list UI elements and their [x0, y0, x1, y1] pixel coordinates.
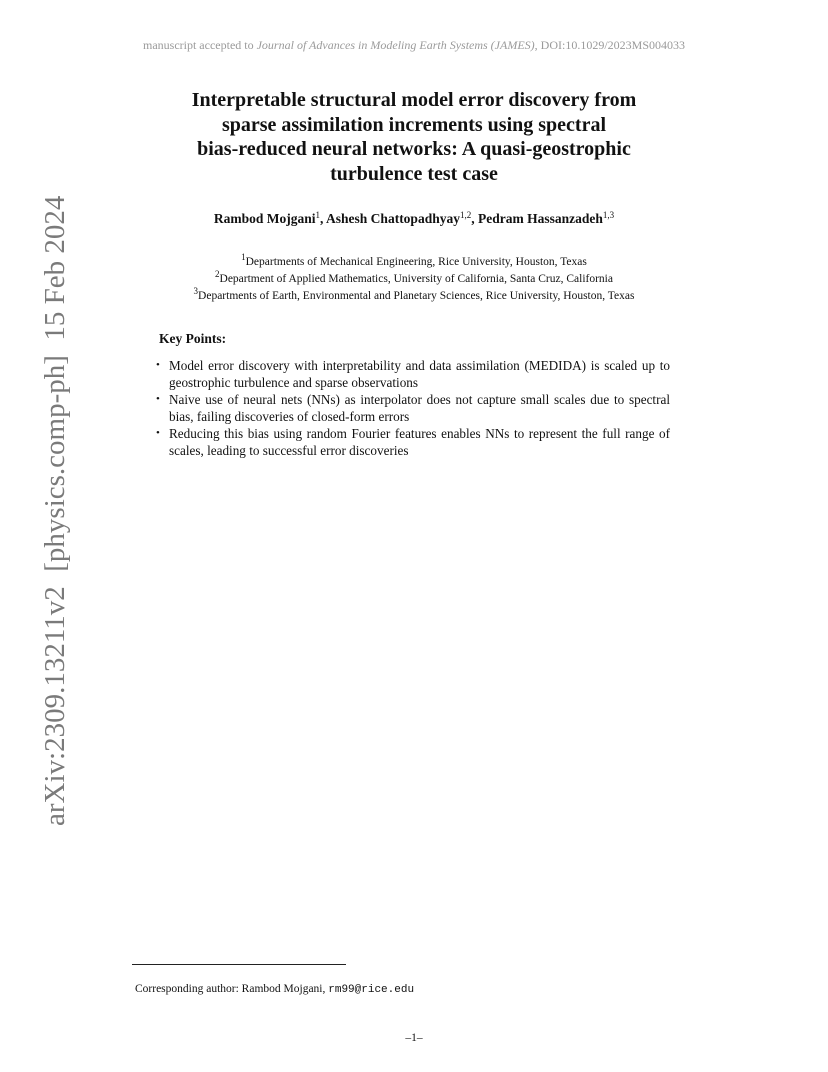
title-line: Interpretable structural model error discovery from [191, 89, 637, 111]
affiliation-mark: 1 [241, 252, 246, 262]
key-points-heading: Key Points: [159, 331, 227, 346]
affiliation [100, 268, 728, 285]
author-name: Ashesh Chattopadhyay [326, 211, 460, 226]
affiliations [100, 251, 728, 302]
affiliation-mark: 2 [215, 269, 220, 279]
affiliation-text: Department of Applied Mathematics, University of California, Santa Cruz, California [219, 273, 613, 285]
footnote-rule [132, 964, 346, 965]
arxiv-category: [physics.comp-ph] [39, 355, 71, 572]
title-line: bias-reduced neural networks: A quasi-geostrophic [197, 138, 631, 160]
affiliation [100, 251, 728, 268]
corresponding-author-footnote [135, 983, 414, 996]
key-points-list [154, 357, 670, 459]
author-affil-mark: 1,3 [602, 210, 615, 220]
arxiv-date: 15 Feb 2024 [39, 195, 71, 341]
journal-name: Journal of Advances in Modeling Earth Systems (JAMES) [256, 38, 535, 52]
author-affil-mark: 1 [315, 210, 321, 220]
arxiv-sidebar-stamp [35, 195, 75, 826]
affiliation-mark: 3 [193, 286, 199, 296]
author-email: rm99@rice.edu [328, 984, 415, 996]
affiliation-text: Departments of Mechanical Engineering, Rice University, Houston, Texas [245, 256, 587, 268]
title-line: sparse assimilation increments using spectral [221, 113, 607, 136]
key-point: • Model error discovery with interpretability and data assimilation (MEDIDA) is scaled up to geostrophic turbulence and sparse observations [154, 357, 670, 391]
footnote-label: Corresponding author: Rambod Mojgani, [135, 983, 329, 995]
arxiv-id: arXiv:2309.13211v2 [39, 586, 71, 826]
header-prefix: manuscript accepted to [142, 38, 257, 52]
author-name: Rambod Mojgani [213, 211, 316, 226]
author-list: Rambod Mojgani$^1$, Ashesh Chattopadhyay$^{1,2}$, Pedram Hassanzadeh$^{1,3}$ [213, 210, 615, 226]
author-affil-mark: 1,2 [459, 210, 472, 220]
title-line: turbulence test case [330, 162, 498, 185]
author-name: Pedram Hassanzadeh [477, 211, 603, 226]
key-point: • Reducing this bias using random Fourier features enables NNs to represent the full range of scales, leading to successful error discoveries [154, 425, 670, 459]
page-number: –1– [405, 1032, 423, 1044]
running-header [0, 38, 828, 53]
key-point: • Naive use of neural nets (NNs) as interpolator does not capture small scales due to spectral bias, failing discoveries of closed-form errors [154, 391, 670, 425]
paper-title [120, 88, 708, 186]
header-doi: , DOI:10.1029/2023MS004033 [534, 38, 686, 52]
affiliation-text: Departments of Earth, Environmental and Planetary Sciences, Rice University, Houston, Texas [198, 290, 635, 302]
affiliation [100, 285, 728, 302]
